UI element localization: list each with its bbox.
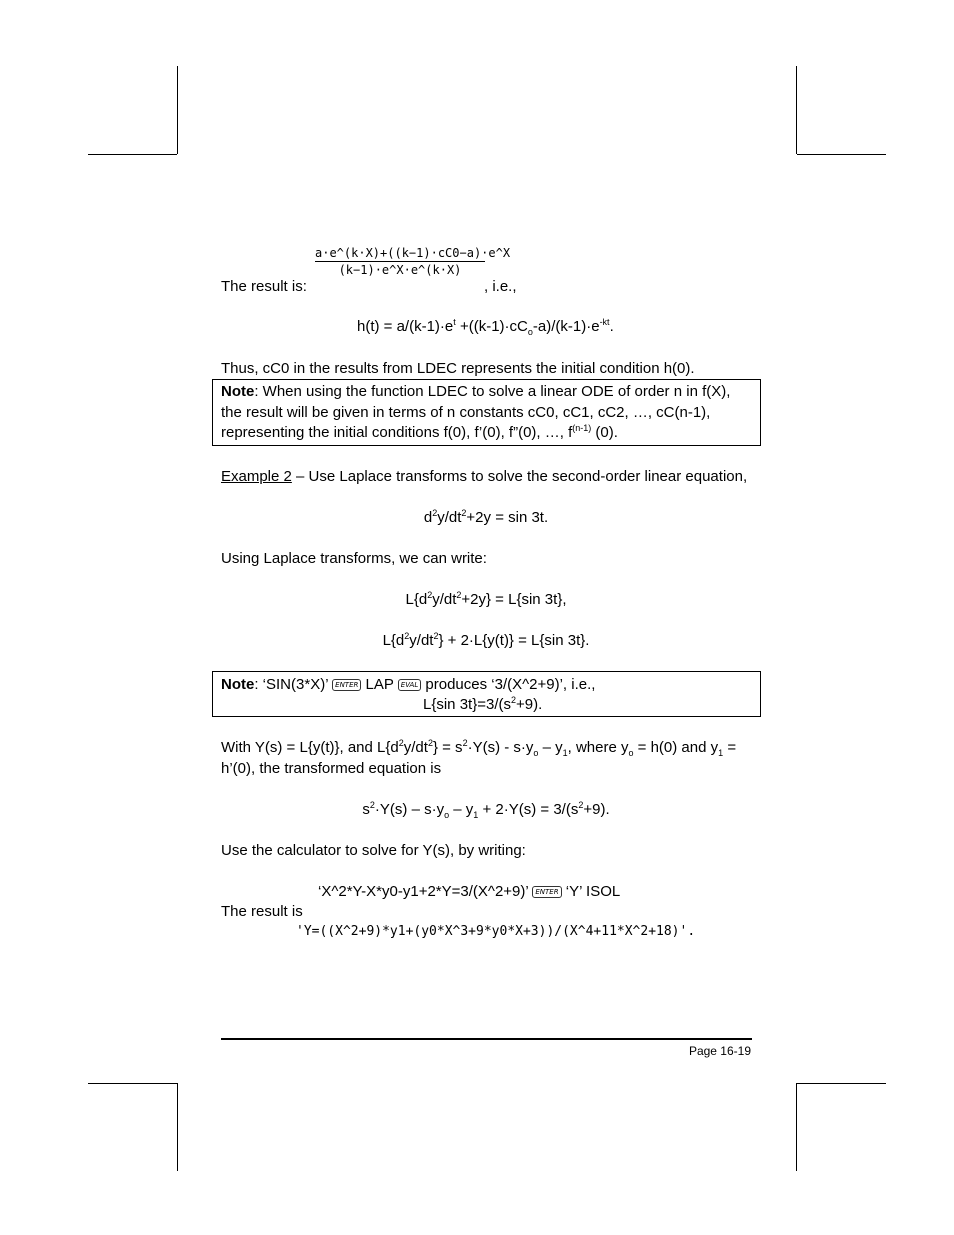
with-ys-line2: h’(0), the transformed equation is bbox=[221, 760, 442, 777]
thus-paragraph: Thus, cC0 in the results from LDEC represents the initial condition h(0). bbox=[221, 360, 695, 377]
note1-line3: representing the initial conditions f(0), f’(0), f”(0), …, $f^{(n-1)}$ (0). bbox=[221, 423, 618, 441]
use-calculator-text: Use the calculator to solve for Y(s), by writing: bbox=[221, 842, 526, 859]
laplace-equation-1: $L\{d^2y/dt^2+2y\} = L\{\sin$ 3t}, bbox=[405, 590, 567, 608]
note2-line1: Note: ‘SIN(3*X)’ ENTER LAP EVAL produces ‘3/(X^2+9)’, i.e., bbox=[221, 676, 596, 693]
laplace-equation-2: $L\{d^2y/dt^2\} + 2\cdot L\{y(t)\} = L\{\sin$ 3t}. bbox=[382, 631, 590, 649]
result-suffix: , i.e., bbox=[484, 278, 517, 295]
crop-mark bbox=[88, 1083, 177, 1084]
calculator-fraction bbox=[315, 246, 511, 277]
crop-mark bbox=[797, 154, 886, 155]
eval-key-icon: EVAL bbox=[398, 679, 421, 691]
footer-rule bbox=[221, 1038, 752, 1040]
result-is-label: The result is bbox=[221, 903, 303, 920]
with-ys-line1: With Y(s) = L{y(t)}, and $L\{d^2y/dt^2\} = s^2\cdot Y(s) - s\cdot y_o - y_1$, where $y_o = h(0)$ and $y_1$ = bbox=[221, 738, 737, 758]
fraction-denominator: (k−1)·e^X·e^(k·X) bbox=[338, 263, 462, 277]
page-number: Page 16-19 bbox=[688, 1044, 751, 1058]
note2-line2: L{sin $3t\}=3/(s^2+9)$. bbox=[423, 695, 543, 713]
crop-mark bbox=[177, 1083, 178, 1171]
crop-mark bbox=[797, 1083, 886, 1084]
result-expression: 'Y=((X^2+9)*y1+(y0*X^3+9*y0*X+3))/(X^4+11*X^2+18)'. bbox=[296, 924, 696, 939]
crop-mark bbox=[796, 1083, 797, 1171]
calculator-command: ‘X^2*Y-X*y0-y1+2*Y=3/(X^2+9)’ ENTER ‘Y’ ISOL bbox=[318, 883, 621, 900]
transformed-equation: $s^2\cdot Y(s) - s\cdot y_o - y_1 + 2\cdot Y(s) = 3/(s^2+9)$. bbox=[362, 800, 610, 820]
note1-line2: the result will be given in terms of n constants cC0, cC1, cC2, …, cC(n-1), bbox=[221, 404, 711, 421]
enter-key-icon: ENTER bbox=[532, 886, 561, 898]
h-equation: $h(t) = a/(k-1)\cdot e^t +((k-1)\cdot cC_o-a)/(k-1)\cdot e^{-kt}$. bbox=[357, 317, 614, 337]
crop-mark bbox=[796, 66, 797, 154]
ode-equation: $d^2y/dt^2+2y = \sin 3t$. bbox=[423, 508, 549, 526]
example2-heading: Example 2 – Use Laplace transforms to solve the second-order linear equation, bbox=[221, 468, 748, 485]
note1-line1: Note: When using the function LDEC to solve a linear ODE of order n in f(X), bbox=[221, 383, 731, 400]
fraction-numerator: a·e^(k·X)+((k−1)·cC0−a)·e^X bbox=[315, 246, 511, 260]
crop-mark bbox=[88, 154, 177, 155]
using-laplace-text: Using Laplace transforms, we can write: bbox=[221, 550, 487, 567]
result-label: The result is: bbox=[221, 278, 307, 295]
enter-key-icon: ENTER bbox=[332, 679, 361, 691]
crop-mark bbox=[177, 66, 178, 154]
